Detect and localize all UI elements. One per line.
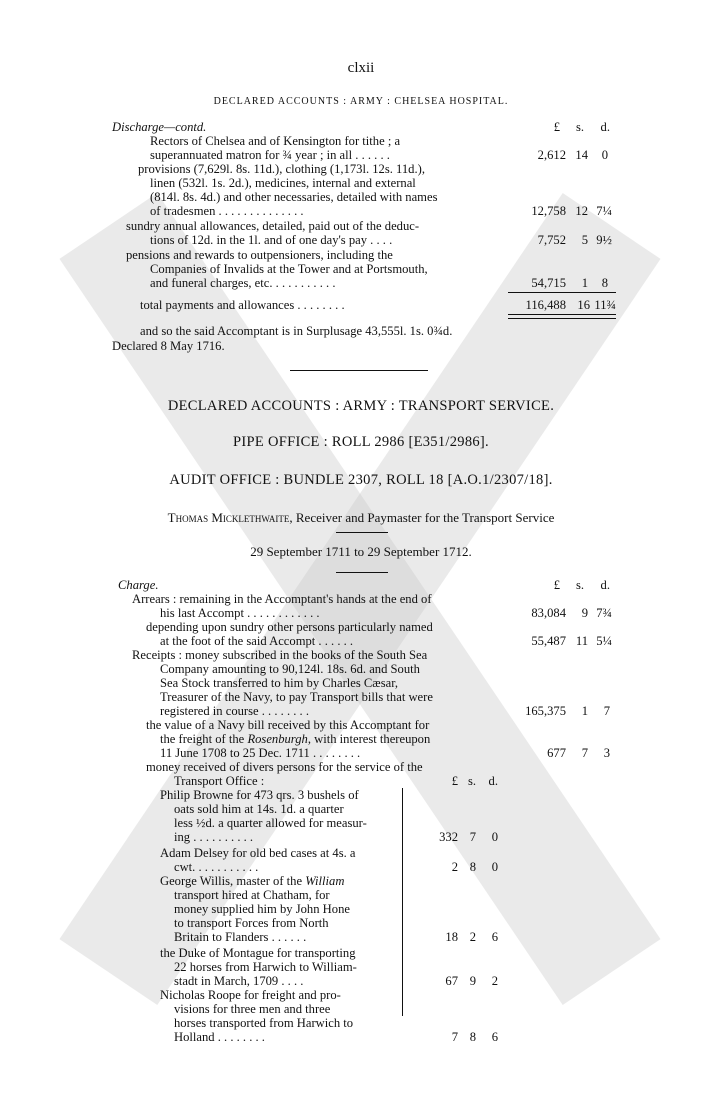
short-divider [336,532,388,533]
ship-name: Rosenburgh [247,732,308,746]
col-shillings-header: s. [575,578,584,592]
entry-line: provisions (7,629l. 8s. 11d.), clothing (1,173l. 12s. 11d.), [138,162,425,176]
section-heading: Discharge—contd. [112,120,207,134]
entry-shillings: 14 [575,148,588,162]
entry-pounds: 54,715 [531,276,566,290]
entry-shillings: 1 [581,704,588,718]
pipe-office-reference: PIPE OFFICE : ROLL 2986 [E351/2986]. [233,434,489,450]
entry-shillings: 11 [575,634,588,648]
entry-line: tions of 12d. in the 1l. and of one day's pay . . . . [150,233,393,247]
entry-line: at the foot of the said Accompt . . . . . . [160,634,354,648]
entry-pounds: 2,612 [537,148,566,162]
sub-entry-line: visions for three men and three [174,1002,331,1016]
sub-entry-shillings: 8 [469,1030,476,1044]
sub-entry-pence: 6 [491,930,498,944]
entry-line: pensions and rewards to outpensioners, including the [126,248,393,262]
sub-entry-line: ing . . . . . . . . . . [174,830,254,844]
entry-line: sundry annual allowances, detailed, paid out of the deduc- [126,219,420,233]
sub-entry-pence: 0 [491,860,498,874]
entry-pence: 7 [603,704,610,718]
account-period: 29 September 1711 to 29 September 1712. [250,544,472,559]
accountant-name: Thomas Micklethwaite, [167,510,293,525]
entry-shillings: 12 [575,204,588,218]
entry-line: Rectors of Chelsea and of Kensington for tithe ; a [150,134,401,148]
sub-entry-pounds: 7 [451,1030,458,1044]
sub-entry-line: Britain to Flanders . . . . . . [174,930,307,944]
sum-rule [508,292,616,293]
declared-line: Declared 8 May 1716. [112,339,225,353]
sub-entry-pounds: 67 [445,974,458,988]
col-pounds-header: £ [553,578,560,592]
sub-entry-line: 22 horses from Harwich to William- [174,960,357,974]
entry-pence: 3 [603,746,610,760]
sub-entry-pence: 6 [491,1030,498,1044]
sub-entry-shillings: 9 [469,974,476,988]
short-divider [336,572,388,573]
accountant-line [0,510,722,526]
sub-entry-shillings: 7 [469,830,476,844]
sub-entry-line: horses transported from Harwich to [174,1016,354,1030]
total-pence: 11¾ [594,298,616,312]
sub-entry-line: oats sold him at 14s. 1d. a quarter [174,802,344,816]
entry-line: money received of divers persons for the service of the [146,760,423,774]
section-heading: Charge. [118,578,159,592]
sub-col-shillings-header: s. [467,774,476,788]
sub-entry-line: stadt in March, 1709 . . . . [174,974,304,988]
entry-pounds: 12,758 [531,204,566,218]
entry-pounds: 7,752 [537,233,566,247]
entry-line: Transport Office : [174,774,265,788]
sub-entry-line: Adam Delsey for old bed cases at 4s. a [160,846,356,860]
sub-entry-line: to transport Forces from North [174,916,329,930]
sub-entry-pence: 0 [491,830,498,844]
entry-pounds: 165,375 [525,704,566,718]
entry-line: 11 June 1708 to 25 Dec. 1711 . . . . . . . . [160,746,361,760]
entry-line: Receipts : money subscribed in the books of the South Sea [132,648,428,662]
entry-line: depending upon sundry other persons particularly named [146,620,433,634]
sub-entry-line: money supplied him by John Hone [174,902,350,916]
entry-shillings: 9 [581,606,588,620]
entry-line: the freight of the Rosenburgh, with interest thereupon [160,732,431,746]
sub-entry-pounds: 2 [451,860,458,874]
entry-line: Company amounting to 90,124l. 18s. 6d. and South [160,662,420,676]
sub-entry-shillings: 8 [469,860,476,874]
entry-pounds: 83,084 [531,606,566,620]
entry-line: and funeral charges, etc. . . . . . . . . . . [150,276,336,290]
entry-shillings: 1 [581,276,588,290]
entry-pence: 0 [601,148,608,162]
entry-pence: 7¼ [596,204,612,218]
sub-entry-line: less ½d. a quarter allowed for measur- [174,816,367,830]
total-pounds: 116,488 [525,298,566,312]
entry-line: his last Accompt . . . . . . . . . . . . [160,606,320,620]
entry-pence: 5¼ [596,634,612,648]
sub-entry-line: cwt. . . . . . . . . . . [174,860,259,874]
entry-line: (814l. 8s. 4d.) and other necessaries, detailed with names [150,190,438,204]
entry-line: superannuated matron for ¾ year ; in all . . . . . . [150,148,390,162]
surplusage-line: and so the said Accomptant is in Surplusage 43,555l. 1s. 0¾d. [140,324,453,338]
entry-line: registered in course . . . . . . . . [160,704,309,718]
entry-pounds: 55,487 [531,634,566,648]
sub-entry-line: Holland . . . . . . . . [174,1030,265,1044]
entry-line: linen (532l. 1s. 2d.), medicines, internal and external [150,176,416,190]
sub-entry-line: Nicholas Roope for freight and pro- [160,988,341,1002]
accountant-role: Receiver and Paymaster for the Transport Service [295,510,555,525]
sub-entry-pounds: 18 [445,930,458,944]
entry-pounds: 677 [547,746,566,760]
entry-line: the value of a Navy bill received by this Accomptant for [146,718,430,732]
sub-col-pence-header: d. [488,774,498,788]
sub-col-pounds-header: £ [451,774,458,788]
sub-entry-pounds: 332 [439,830,458,844]
entry-line: Sea Stock transferred to him by Charles Cæsar, [160,676,399,690]
sub-entry-line: Philip Browne for 473 qrs. 3 bushels of [160,788,359,802]
entry-pence: 8 [601,276,608,290]
page-number: clxii [347,60,375,76]
col-pounds-header: £ [553,120,560,134]
entry-pence: 7¾ [596,606,612,620]
total-label: total payments and allowances . . . . . . . . [140,298,345,312]
entry-pence: 9½ [596,233,612,247]
entry-shillings: 5 [581,233,588,247]
entry-line: Companies of Invalids at the Tower and at Portsmouth, [150,262,428,276]
audit-office-reference: AUDIT OFFICE : BUNDLE 2307, ROLL 18 [A.O.1/2307/18]. [169,472,553,488]
sub-entry-shillings: 2 [469,930,476,944]
sub-entry-line: transport hired at Chatham, for [174,888,330,902]
total-shillings: 16 [577,298,590,312]
entry-line: Arrears : remaining in the Accomptant's hands at the end of [132,592,432,606]
ship-name: William [305,874,345,888]
sub-column-rule [402,788,403,1016]
total-double-rule [508,314,616,319]
section-divider [290,370,428,371]
entry-line: of tradesmen . . . . . . . . . . . . . . [150,204,304,218]
sub-entry-line: the Duke of Montague for transporting [160,946,356,960]
col-shillings-header: s. [575,120,584,134]
sub-entry-pence: 2 [491,974,498,988]
running-head: DECLARED ACCOUNTS : ARMY : CHELSEA HOSPITAL. [213,96,509,107]
sub-entry-line: George Willis, master of the William [160,874,345,888]
entry-line: Treasurer of the Navy, to pay Transport bills that were [160,690,433,704]
col-pence-header: d. [600,578,610,592]
entry-shillings: 7 [581,746,588,760]
col-pence-header: d. [600,120,610,134]
section-title: DECLARED ACCOUNTS : ARMY : TRANSPORT SERVICE. [167,398,555,414]
